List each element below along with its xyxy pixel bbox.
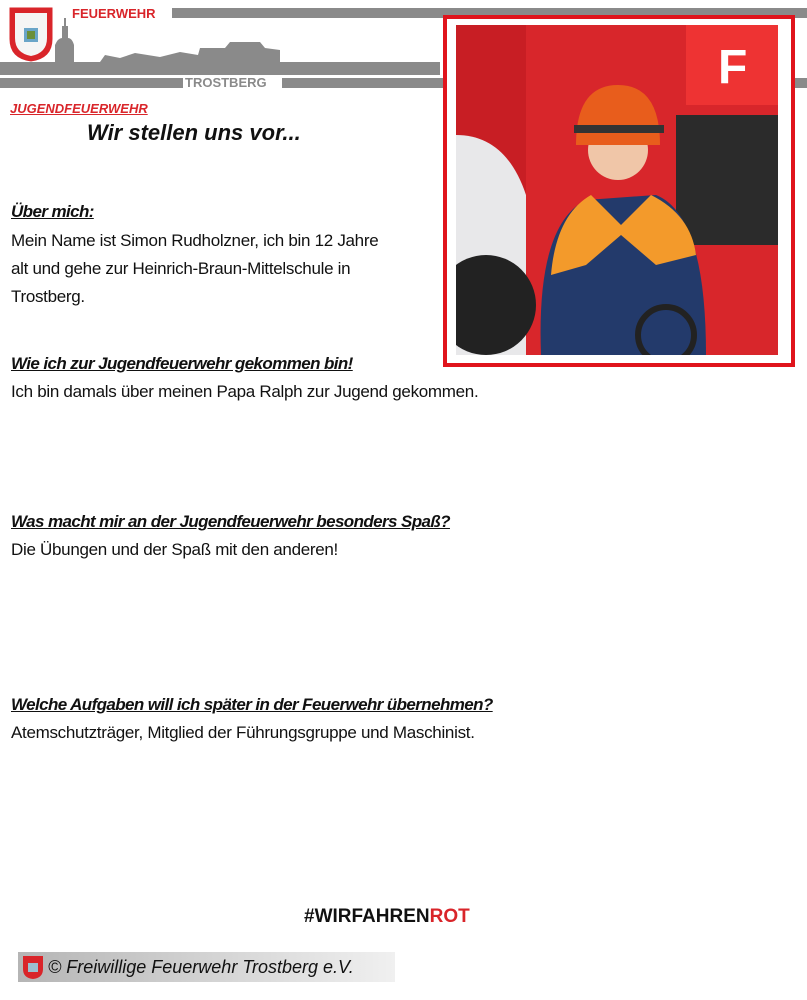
brand-feuerwehr: FEUERWEHR [72,6,156,21]
section-heading: Welche Aufgaben will ich später in der Feuerwehr übernehmen? [11,695,493,714]
text-line: Trostberg. [11,287,85,306]
svg-text:F: F [718,41,748,94]
fire-brigade-logo-small [22,955,44,980]
section-heading: Was macht mir an der Jugendfeuerwehr besonders Spaß? [11,512,450,531]
brand-trostberg: TROSTBERG [185,75,267,90]
text-line: Atemschutzträger, Mitglied der Führungsgruppe und Maschinist. [11,723,475,742]
page-title: Wir stellen uns vor... [87,120,301,145]
text-line: Mein Name ist Simon Rudholzner, ich bin 12 Jahre [11,231,379,250]
text-line: alt und gehe zur Heinrich-Braun-Mittelschule in [11,259,351,278]
text-line: Ich bin damals über meinen Papa Ralph zur Jugend gekommen. [11,382,479,401]
member-photo [443,15,795,367]
footer-copyright [18,952,395,982]
hashtag-black: #WIRFAHREN [304,906,430,927]
section-heading: Wie ich zur Jugendfeuerwehr gekommen bin! [11,354,353,373]
section-label: JUGENDFEUERWEHR [10,101,148,116]
hashtag [304,906,470,928]
copyright-text: © Freiwillige Feuerwehr Trostberg e.V. [48,957,354,977]
text-line: Die Übungen und der Spaß mit den anderen! [11,540,338,559]
skyline-icon [0,10,440,80]
hashtag-red: ROT [429,906,470,927]
section-heading: Über mich: [11,202,94,221]
